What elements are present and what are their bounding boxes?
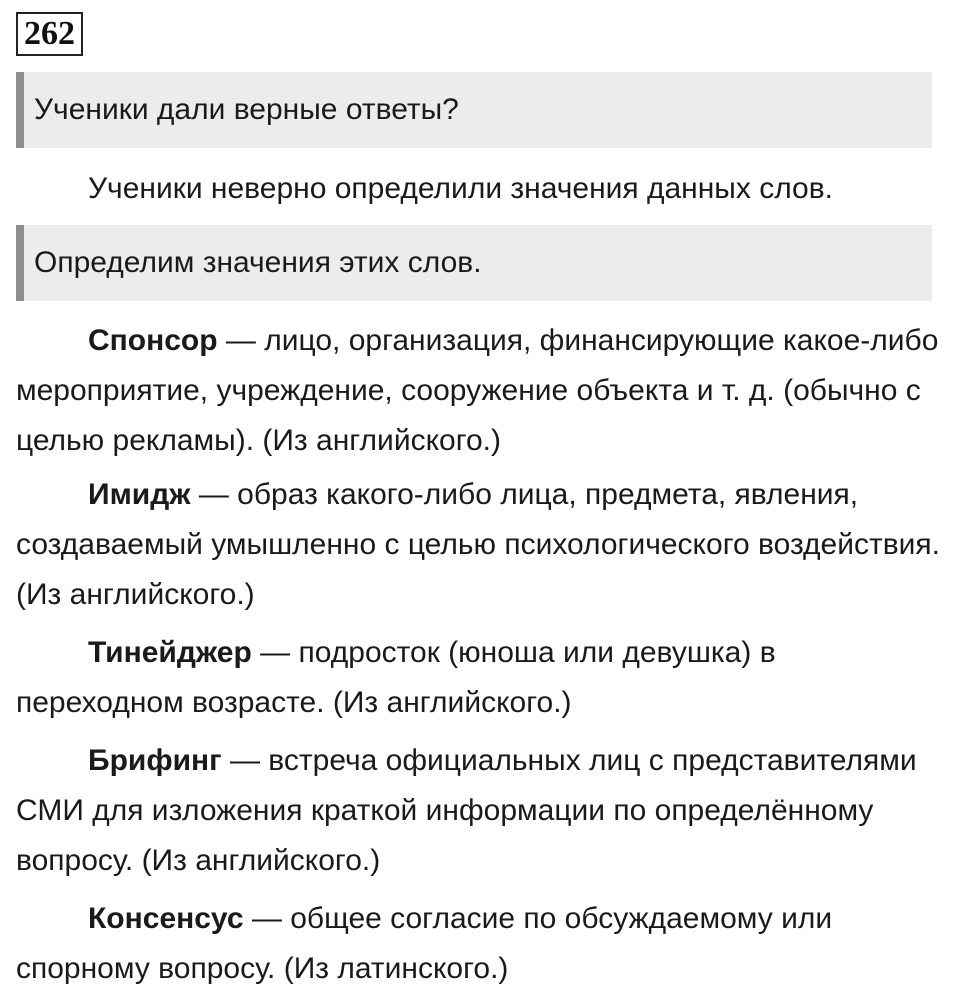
definition-paragraph	[16, 736, 940, 886]
definition-term: Брифинг	[88, 744, 222, 777]
definition-paragraph	[16, 470, 940, 620]
definition-text: — встреча официальных лиц с представителями СМИ для изложения краткой информации по определённому вопросу. (Из английского.)	[16, 744, 917, 877]
definition-term: Имидж	[88, 478, 191, 511]
definition-term: Тинейджер	[88, 636, 252, 669]
definition-text: — подросток (юноша или девушка) в переходном возрасте. (Из английского.)	[16, 636, 776, 719]
definition-text: — общее согласие по обсуждаемому или спорному вопросу. (Из латинского.)	[16, 902, 833, 985]
definition-paragraph	[16, 628, 940, 728]
definitions-list	[16, 316, 940, 994]
definition-term: Спонсор	[88, 324, 218, 357]
answer-text: Ученики неверно определили значения данных слов.	[88, 172, 834, 205]
definition-text: — образ какого-либо лица, предмета, явления, создаваемый умышленно с целью психологического воздействия. (Из английского.)	[16, 478, 941, 611]
definition-text: — лицо, организация, финансирующие какое-либо мероприятие, учреждение, сооружение объекта и т. д. (обычно с целью рекламы). (Из английского.)	[16, 324, 939, 457]
question-bar: Определим значения этих слов.	[16, 225, 932, 301]
definition-paragraph	[16, 894, 940, 994]
question-bar: Ученики дали верные ответы?	[16, 72, 932, 148]
task-number: 262	[16, 12, 83, 56]
definition-term: Консенсус	[88, 902, 244, 935]
definition-paragraph	[16, 316, 940, 466]
